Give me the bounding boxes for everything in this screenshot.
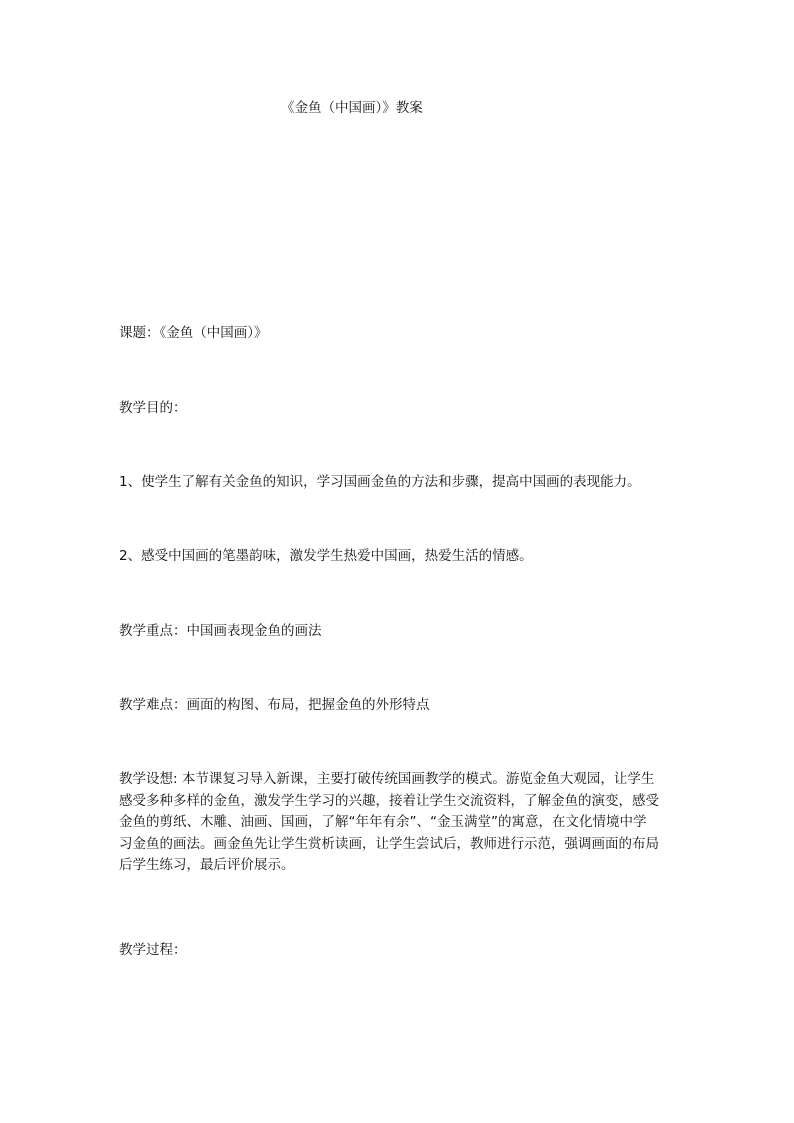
process-heading: 教学过程：	[119, 942, 187, 958]
teaching-design-line: 金鱼的剪纸、木雕、油画、国画，了解“年年有余”、“金玉满堂”的寓意，在文化情境中学	[119, 814, 647, 830]
objective-item-2: 2、感受中国画的笔墨韵味，激发学生热爱中国画，热爱生活的情感。	[119, 548, 533, 564]
objective-item-1: 1、使学生了解有关金鱼的知识，学习国画金鱼的方法和步骤，提高中国画的表现能力。	[119, 474, 641, 490]
teaching-design-line: 教学设想: 本节课复习导入新课，主要打破传统国画教学的模式。游览金鱼大观园，让学生	[119, 771, 655, 787]
teaching-design-line: 习金鱼的画法。画金鱼先让学生赏析读画，让学生尝试后，教师进行示范，强调画面的布局	[119, 835, 659, 852]
difficulty: 教学难点：画面的构图、布局，把握金鱼的外形特点	[119, 697, 430, 713]
key-point: 教学重点：中国画表现金鱼的画法	[119, 623, 322, 639]
objectives-heading: 教学目的：	[119, 400, 187, 416]
teaching-design-line: 后学生练习，最后评价展示。	[119, 857, 295, 873]
lesson-subject: 课题：《金鱼（中国画）》	[119, 325, 268, 341]
document-title: 《金鱼（中国画）》教案	[281, 100, 423, 116]
teaching-design-paragraph	[119, 769, 679, 877]
teaching-design-line: 感受多种多样的金鱼，激发学生学习的兴趣，接着让学生交流资料，了解金鱼的演变，感受	[119, 792, 659, 809]
